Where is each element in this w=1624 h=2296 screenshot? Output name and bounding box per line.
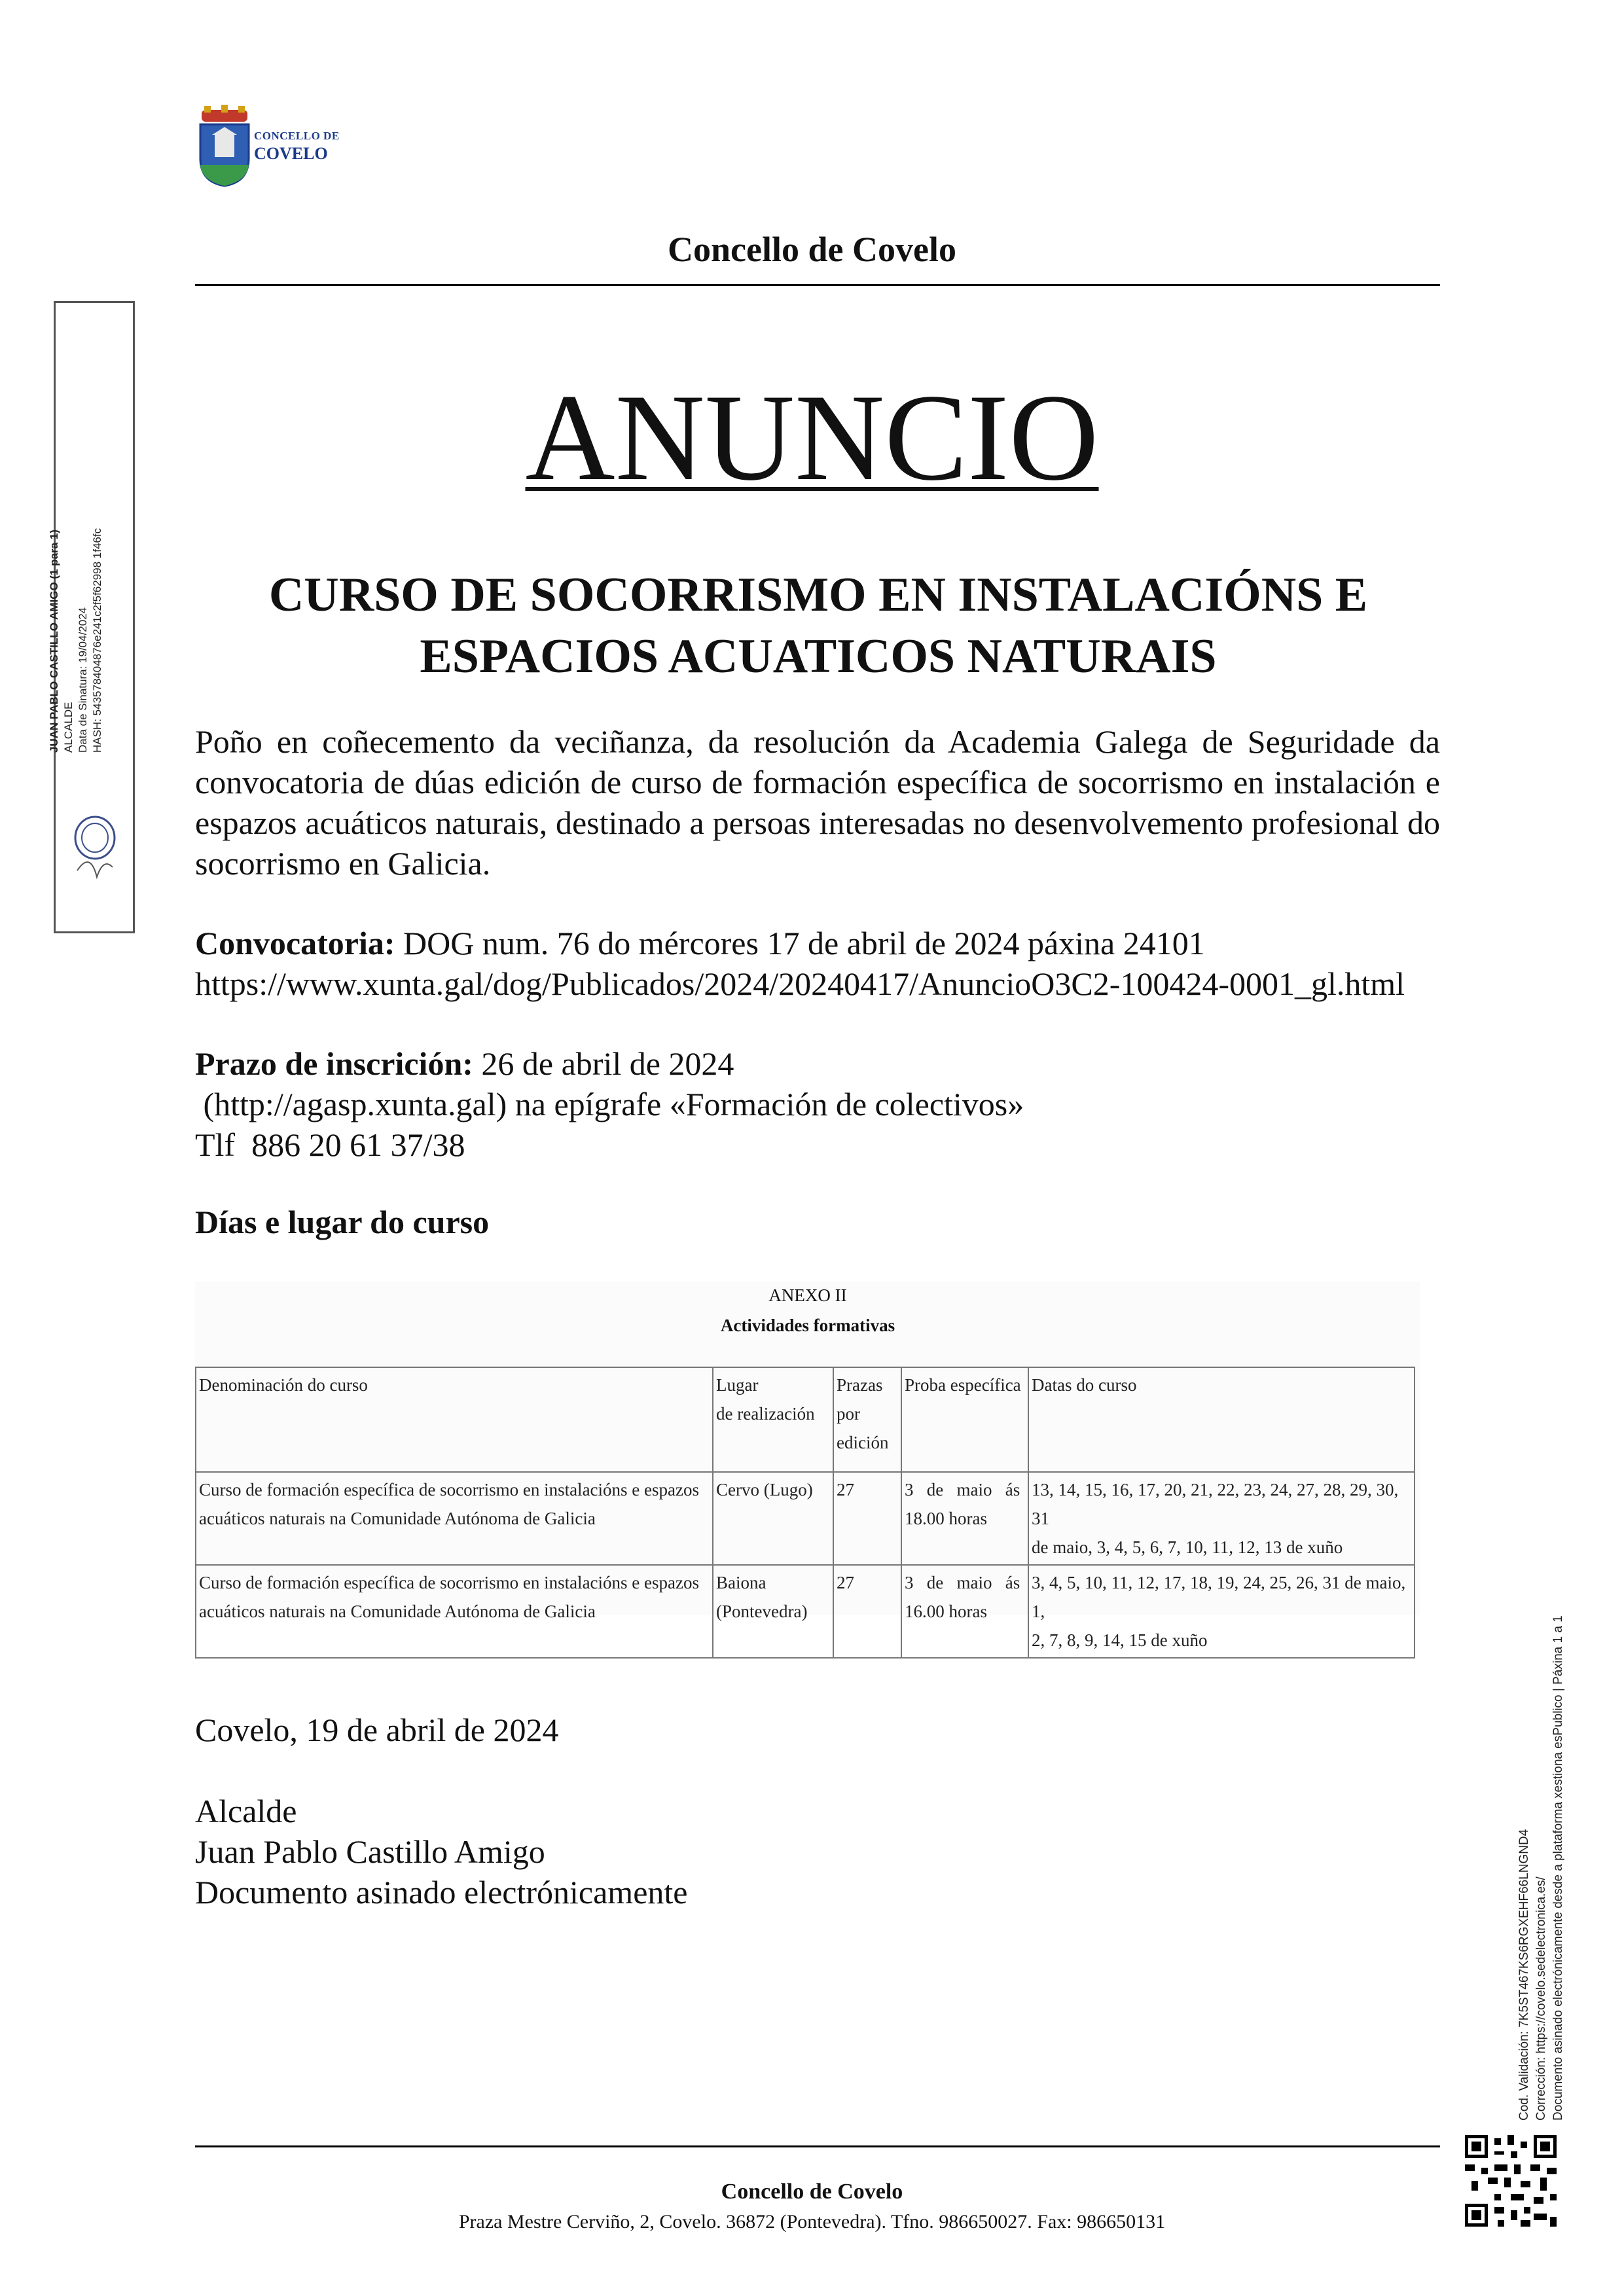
cell-test: 3 de maio ás 16.00 horas — [901, 1565, 1028, 1658]
signature-hash: HASH: 543578404876e241c2f5f62998 1f46fc — [91, 528, 103, 753]
cell-course: Curso de formación específica de socorrismo en instalacións e espazos acuáticos naturais na Comunidade Autónoma de Galicia — [196, 1565, 713, 1658]
footer-address: Praza Mestre Cerviño, 2, Covelo. 36872 (Pontevedra). Tfno. 986650027. Fax: 986650131 — [458, 2211, 1166, 2233]
footer-name: Concello de Covelo — [721, 2179, 903, 2204]
signature-stamp-text — [47, 478, 126, 753]
signer-name: JUAN PABLO CASTILLO AMIGO (1 para 1) — [48, 529, 60, 753]
table-row — [196, 1472, 1415, 1565]
convocatoria-block — [195, 923, 1440, 1004]
annex-subtitle: Actividades formativas — [720, 1316, 895, 1335]
sign-note: Documento asinado electrónicamente — [195, 1874, 688, 1910]
header-divider — [195, 284, 1440, 286]
validation-note: Documento asinado electrónicamente desde a plataforma xestiona esPublico | Páxina 1 a 1 — [1551, 1615, 1565, 2121]
document-subtitle — [196, 564, 1440, 687]
document-title: ANUNCIO — [525, 369, 1099, 507]
place-date: Covelo, 19 de abril de 2024 — [195, 1712, 559, 1748]
logo-text-line2: COVELO — [254, 144, 328, 163]
signature-block — [195, 1791, 1440, 1912]
cell-course: Curso de formación específica de socorrismo en instalacións e espazos acuáticos naturais na Comunidade Autónoma de Galicia — [196, 1472, 713, 1565]
cell-place: Baiona (Pontevedra) — [713, 1565, 833, 1658]
header-seats: Prazas por edición — [833, 1367, 901, 1472]
signature-seal-icon — [71, 812, 119, 884]
signature-date: Data de Sinatura: 19/04/2024 — [77, 607, 89, 753]
header-dates: Datas do curso — [1028, 1367, 1415, 1472]
header-place: Lugar de realización — [713, 1367, 833, 1472]
footer-divider — [195, 2145, 1440, 2147]
subtitle-line-1: CURSO DE SOCORRISMO EN INSTALACIÓNS E — [268, 568, 1368, 622]
header-title: Concello de Covelo — [668, 230, 956, 269]
prazo-date: 26 de abril de 2024 — [473, 1045, 734, 1082]
cell-dates: 3, 4, 5, 10, 11, 12, 17, 18, 19, 24, 25, 26, 31 de maio, 1, 2, 7, 8, 9, 14, 15 de xuño — [1028, 1565, 1415, 1658]
prazo-phone: Tlf 886 20 61 37/38 — [195, 1126, 465, 1163]
convocatoria-label: Convocatoria: — [195, 925, 395, 961]
validation-url[interactable]: Corrección: https://covelo.sedelectronica.es/ — [1534, 1876, 1548, 2121]
logo-text-line1: CONCELLO DE — [254, 130, 340, 142]
cell-seats: 27 — [833, 1472, 901, 1565]
prazo-label: Prazo de inscrición: — [195, 1045, 473, 1082]
convocatoria-text: DOG num. 76 do mércores 17 de abril de 2024 páxina 24101 — [395, 925, 1205, 961]
cell-seats: 27 — [833, 1565, 901, 1658]
intro-paragraph: Poño en coñecemento da veciñanza, da resolución da Academia Galega de Seguridade da convocatoria de dúas edición de curso de formación específica de socorrismo en instalación e espazos acuáticos naturais, destinado a persoas interesadas no desenvolvemento profesional do socorrismo en Galicia. — [195, 723, 1440, 882]
header-course: Denominación do curso — [196, 1367, 713, 1472]
table-row — [196, 1565, 1415, 1658]
validation-text — [1516, 1453, 1567, 2121]
cell-place: Cervo (Lugo) — [713, 1472, 833, 1565]
validation-code: Cod. Validación: 7K5ST467KS6RGXEHF66LNGND4 — [1517, 1829, 1531, 2121]
sign-name: Juan Pablo Castillo Amigo — [195, 1833, 545, 1870]
sign-role: Alcalde — [195, 1793, 297, 1829]
convocatoria-url[interactable]: https://www.xunta.gal/dog/Publicados/2024/20240417/AnuncioO3C2-100424-0001_gl.html — [195, 965, 1405, 1002]
prazo-block — [195, 1043, 1440, 1165]
header-test: Proba específica — [901, 1367, 1028, 1472]
course-days-heading: Días e lugar do curso — [195, 1204, 490, 1240]
subtitle-line-2: ESPACIOS ACUATICOS NATURAIS — [420, 630, 1217, 683]
cell-dates: 13, 14, 15, 16, 17, 20, 21, 22, 23, 24, 27, 28, 29, 30, 31 de maio, 3, 4, 5, 6, 7, 10, 11, 12, 13 de xuño — [1028, 1472, 1415, 1565]
courses-table — [195, 1367, 1415, 1659]
cell-test: 3 de maio ás 18.00 horas — [901, 1472, 1028, 1565]
signer-role: ALCALDE — [62, 702, 75, 753]
table-header-row — [196, 1367, 1415, 1472]
annex-title: ANEXO II — [768, 1285, 847, 1305]
prazo-web[interactable]: (http://agasp.xunta.gal) na epígrafe «Formación de colectivos» — [195, 1086, 1024, 1122]
